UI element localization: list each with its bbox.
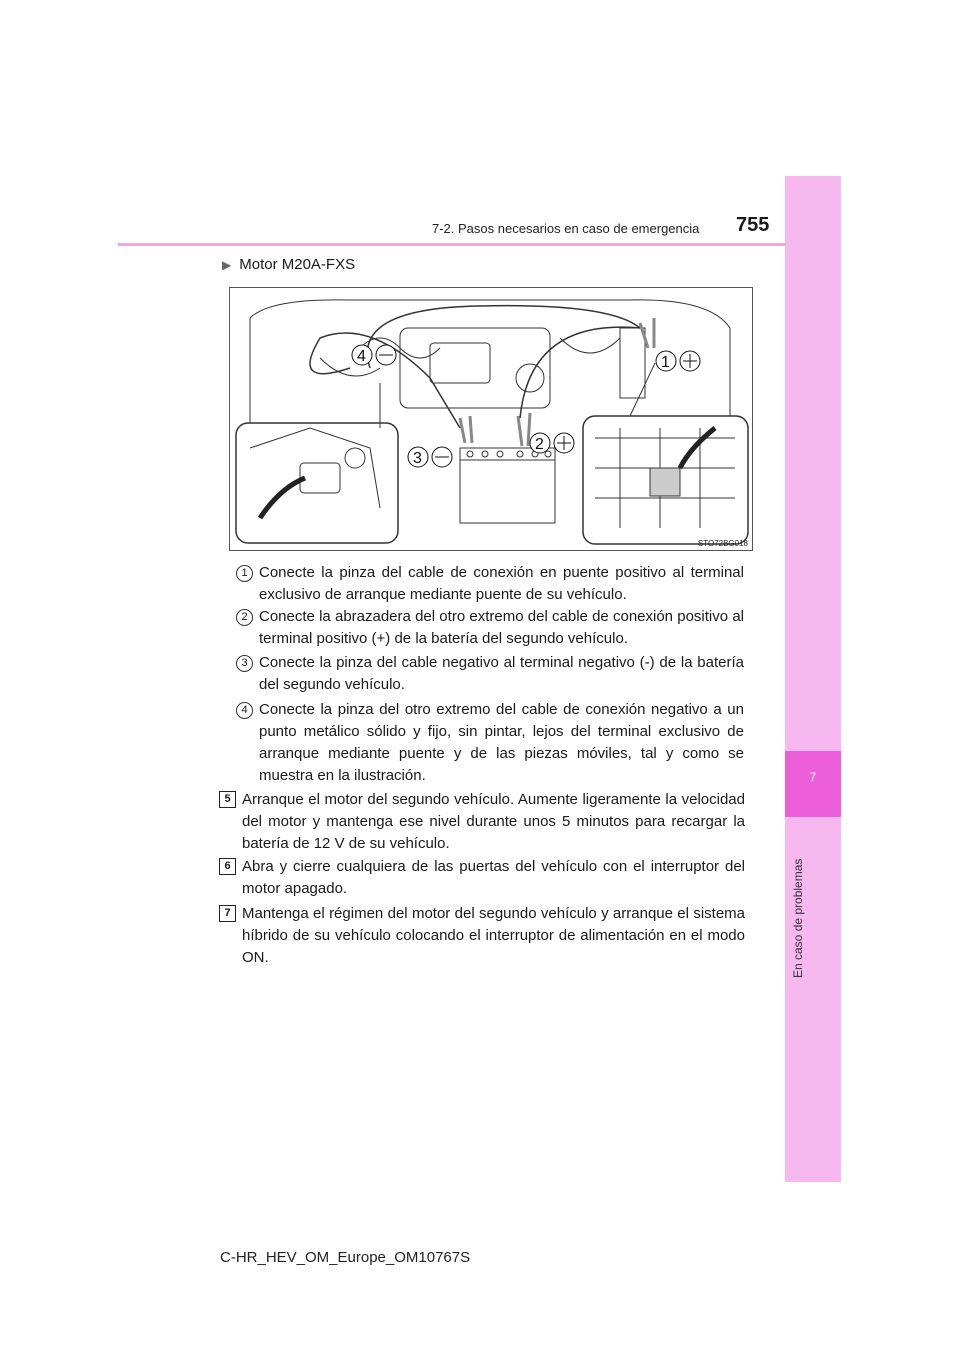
header-divider: [118, 243, 786, 246]
jump-start-illustration: [229, 287, 753, 551]
substep-marker-4: 4: [236, 702, 253, 719]
substep-marker-1: 1: [236, 565, 253, 582]
figure-callout-2: 2: [535, 436, 544, 453]
engine-variant-label: [222, 256, 355, 273]
figure-code: STO72BG018: [697, 539, 748, 548]
step-marker-5: 5: [219, 791, 236, 808]
engine-label-text: Motor M20A-FXS: [239, 256, 356, 273]
step-5-text: Arranque el motor del segundo vehículo. Aumente ligeramente la velocidad del motor y mantenga ese nivel durante unos 5 minutos para recargar la batería de 12 V de su vehículo.: [242, 791, 745, 852]
substep-1-text: Conecte la pinza del cable de conexión en puente positivo al terminal exclusivo de arranque mediante puente de su vehículo.: [259, 564, 744, 603]
page-number: 755: [736, 214, 770, 236]
substep-2-text: Conecte la abrazadera del otro extremo del cable de conexión positivo al terminal positivo (+) de la batería del segundo vehículo.: [259, 608, 744, 647]
substep-marker-2: 2: [236, 609, 253, 626]
figure-callout-4: 4: [357, 348, 366, 365]
chapter-title: En caso de problemas: [791, 858, 805, 978]
step-7-text: Mantenga el régimen del motor del segundo vehículo y arranque el sistema híbrido de su vehículo colocando el interruptor de alimentación en el modo ON.: [242, 905, 745, 966]
figure-callout-3: 3: [413, 450, 422, 467]
step-marker-7: 7: [219, 905, 236, 922]
document-code-footer: C-HR_HEV_OM_Europe_OM10767S: [220, 1249, 471, 1266]
triangle-bullet-icon: ▶: [222, 258, 232, 272]
chapter-side-tab: [785, 176, 841, 1182]
engine-bay-drawing: [230, 288, 752, 550]
substep-3-text: Conecte la pinza del cable negativo al terminal negativo (-) de la batería del segundo vehículo.: [259, 654, 744, 693]
chapter-tab-marker[interactable]: [785, 751, 841, 817]
figure-callout-1: 1: [661, 354, 670, 371]
substep-marker-3: 3: [236, 655, 253, 672]
step-6-text: Abra y cierre cualquiera de las puertas del vehículo con el interruptor del motor apagado.: [242, 858, 745, 897]
chapter-number: 7: [809, 770, 817, 784]
step-marker-6: 6: [219, 858, 236, 875]
substep-4-text: Conecte la pinza del otro extremo del cable de conexión negativo a un punto metálico sólido y fijo, sin pintar, lejos del terminal exclusivo de arranque mediante puente y de las piezas móviles, tal y como se muestra en la ilustración.: [259, 701, 744, 784]
hood-outline: [250, 300, 730, 328]
section-header-title: 7-2. Pasos necesarios en caso de emergencia: [432, 221, 700, 236]
